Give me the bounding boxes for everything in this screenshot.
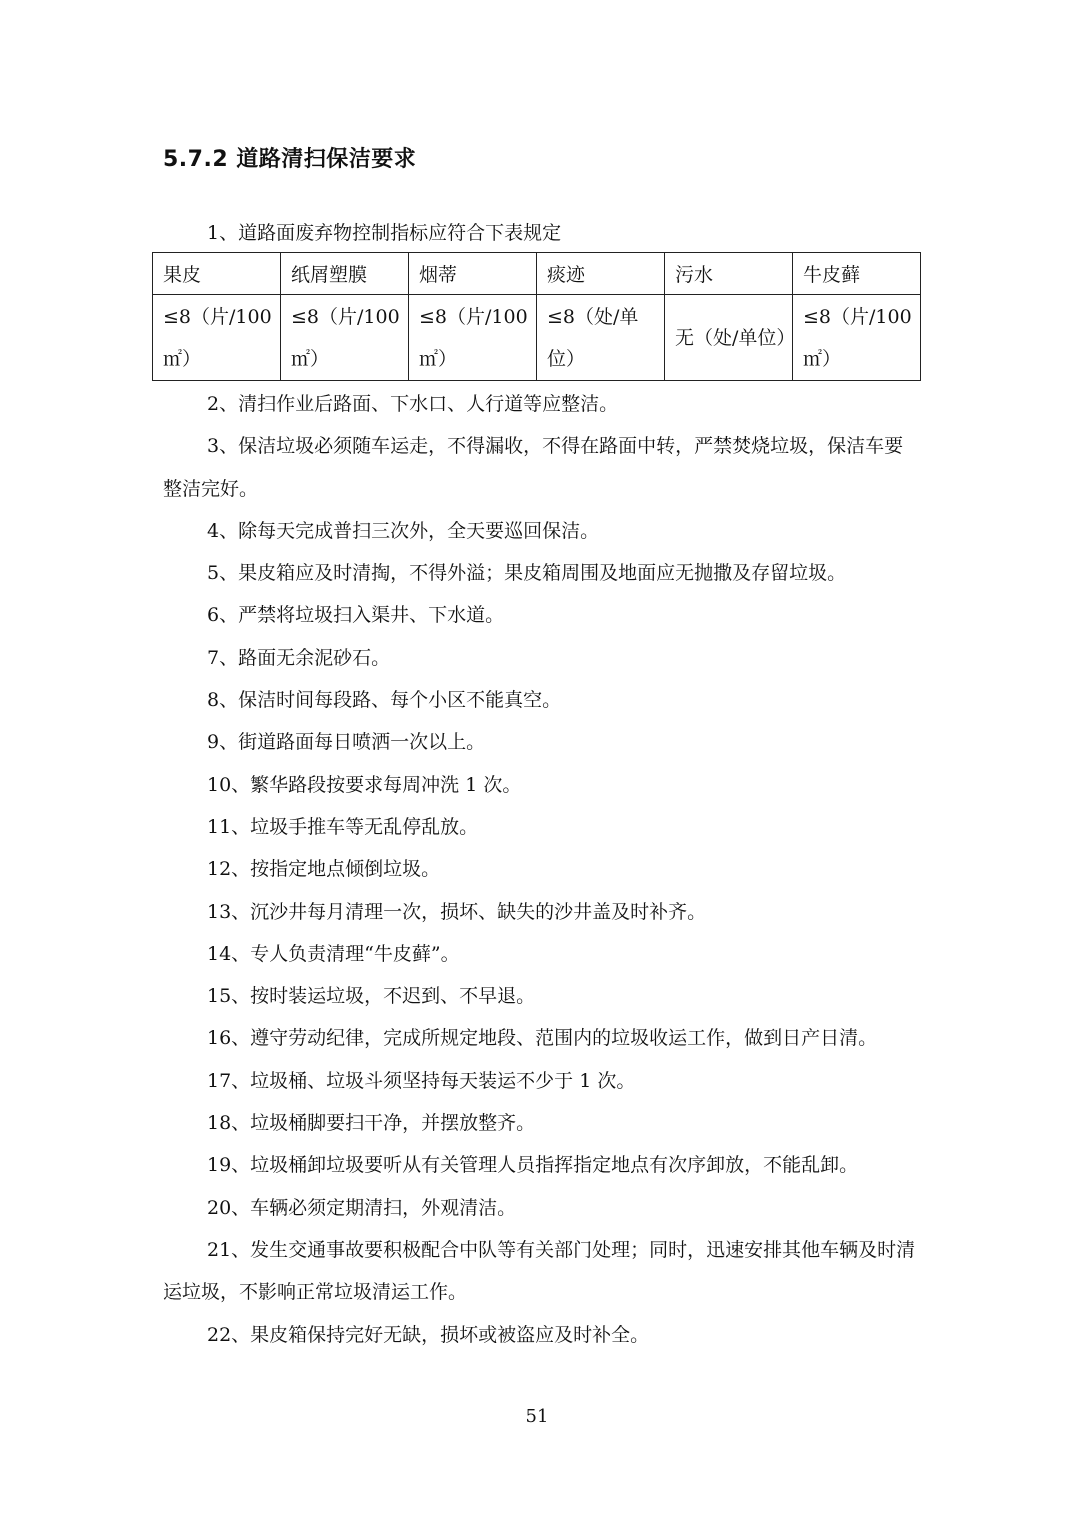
list-item: 8、保洁时间每段路、每个小区不能真空。 <box>207 689 562 712</box>
table-header-cell: 烟蒂 <box>409 253 537 295</box>
page-number: 51 <box>525 1406 549 1427</box>
table-row <box>153 295 921 381</box>
list-item: 5、果皮箱应及时清掏，不得外溢；果皮箱周围及地面应无抛撒及存留垃圾。 <box>207 562 847 585</box>
list-item: 11、垃圾手推车等无乱停乱放。 <box>207 815 479 838</box>
waste-control-table <box>152 252 921 381</box>
table-header-cell: 果皮 <box>153 253 281 295</box>
list-item: 12、按指定地点倾倒垃圾。 <box>207 858 441 881</box>
list-item: 21、发生交通事故要积极配合中队等有关部门处理；同时，迅速安排其他车辆及时清运垃圾，不影响正常垃圾清运工作。 <box>163 1238 916 1304</box>
table-cell: 无（处/单位） <box>665 295 793 381</box>
table-cell: ≤8（处/单位） <box>537 295 665 381</box>
list-item: 7、路面无余泥砂石。 <box>207 646 391 669</box>
list-item: 17、垃圾桶、垃圾斗须坚持每天装运不少于 1 次。 <box>207 1069 636 1092</box>
list-item: 18、垃圾桶脚要扫干净，并摆放整齐。 <box>207 1112 536 1135</box>
table-cell: ≤8（片/100㎡） <box>409 295 537 381</box>
list-item: 19、垃圾桶卸垃圾要听从有关管理人员指挥指定地点有次序卸放，不能乱卸。 <box>207 1154 859 1177</box>
list-item: 10、繁华路段按要求每周冲洗 1 次。 <box>207 773 522 796</box>
list-item: 9、街道路面每日喷洒一次以上。 <box>207 731 486 754</box>
list-item: 14、专人负责清理“牛皮藓”。 <box>207 942 460 965</box>
table-header-cell: 牛皮藓 <box>793 253 921 295</box>
table-cell: ≤8（片/100㎡） <box>281 295 409 381</box>
list-item: 3、保洁垃圾必须随车运走，不得漏收，不得在路面中转，严禁焚烧垃圾，保洁车要整洁完好。 <box>163 435 904 500</box>
list-item: 15、按时装运垃圾，不迟到、不早退。 <box>207 985 536 1008</box>
requirements-list <box>163 383 919 1356</box>
list-item: 4、除每天完成普扫三次外，全天要巡回保洁。 <box>207 519 600 542</box>
list-item: 13、沉沙井每月清理一次，损坏、缺失的沙井盖及时补齐。 <box>207 900 707 923</box>
list-item: 16、遵守劳动纪律，完成所规定地段、范围内的垃圾收运工作，做到日产日清。 <box>207 1027 878 1050</box>
list-item: 6、严禁将垃圾扫入渠井、下水道。 <box>207 604 505 627</box>
table-intro: 1、道路面废弃物控制指标应符合下表规定 <box>207 222 562 244</box>
table-header-row <box>153 253 921 295</box>
table-header-cell: 污水 <box>665 253 793 295</box>
section-heading: 5.7.2 道路清扫保洁要求 <box>163 147 417 172</box>
table-header-cell: 痰迹 <box>537 253 665 295</box>
list-item: 20、车辆必须定期清扫，外观清洁。 <box>207 1196 517 1219</box>
table-cell: ≤8（片/100㎡） <box>153 295 281 381</box>
table-header-cell: 纸屑塑膜 <box>281 253 409 295</box>
list-item: 22、果皮箱保持完好无缺，损坏或被盗应及时补全。 <box>207 1323 650 1346</box>
list-item: 2、清扫作业后路面、下水口、人行道等应整洁。 <box>207 393 619 415</box>
table-cell: ≤8（片/100㎡） <box>793 295 921 381</box>
